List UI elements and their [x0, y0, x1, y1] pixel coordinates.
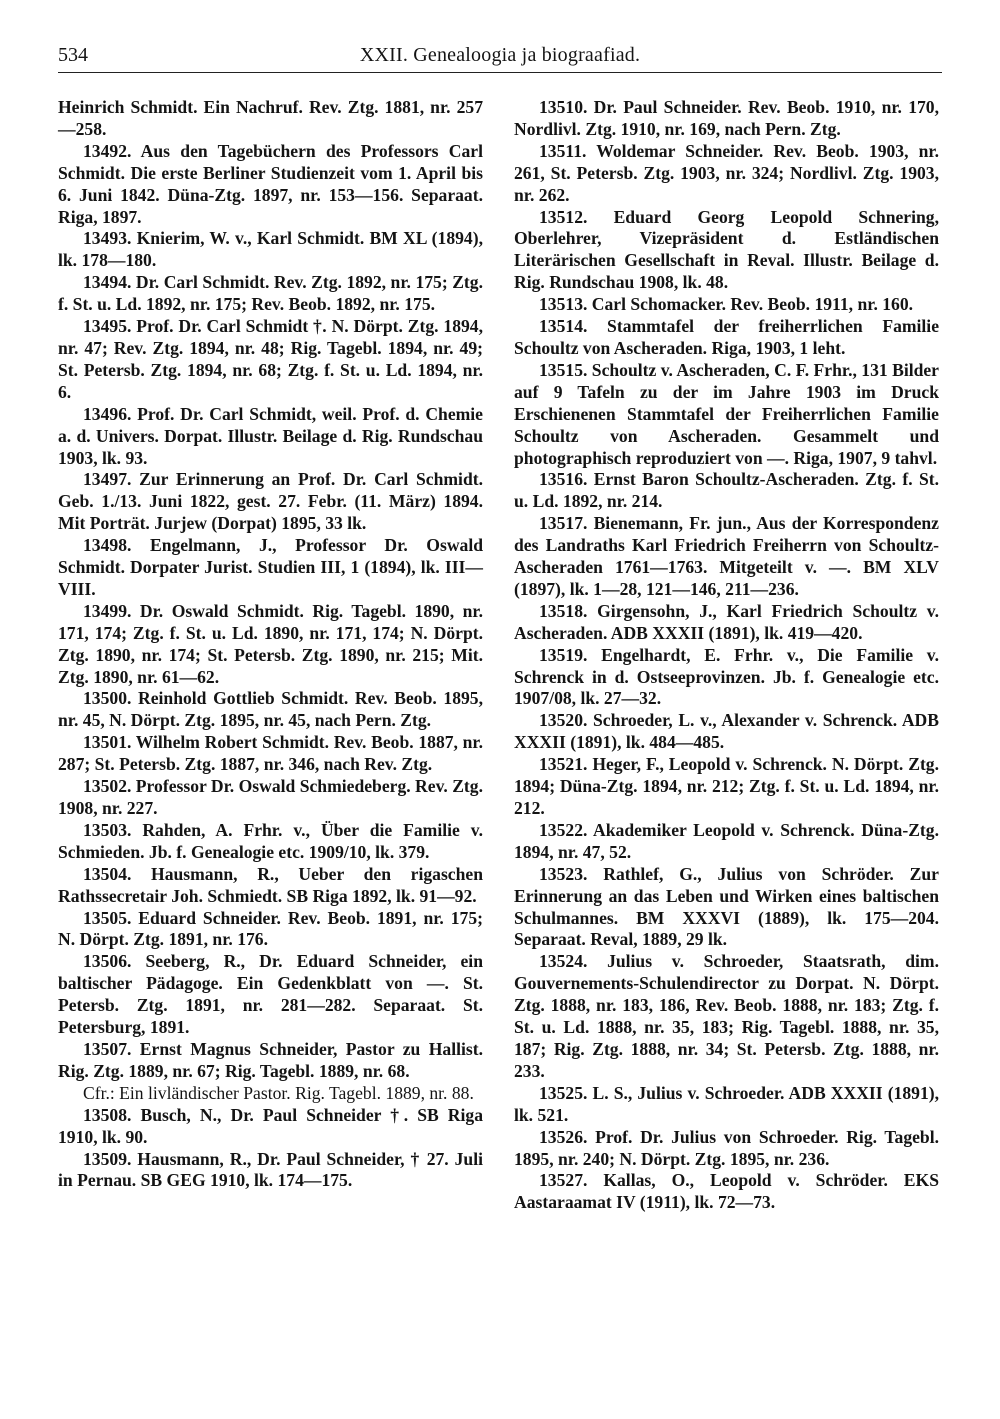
header-rule: [58, 72, 942, 73]
bibliography-entry: 13502. Professor Dr. Oswald Schmiedeberg. Rev. Ztg. 1908, nr. 227.: [58, 776, 483, 818]
bibliography-entry: 13510. Dr. Paul Schneider. Rev. Beob. 1910, nr. 170, Nordlivl. Ztg. 1910, nr. 169, nach Pern. Ztg.: [514, 97, 939, 139]
bibliography-entry: 13512. Eduard Georg Leopold Schnering, Oberlehrer, Vizepräsident d. Estländischen Literärischen Gesellschaft in Reval. Illustr. Beilage d. Rig. Rundschau 1908, lk. 48.: [514, 206, 939, 293]
bibliography-entry: 13519. Engelhardt, E. Frhr. v., Die Familie v. Schrenck in d. Ostseeprovinzen. Jb. f. Genealogie etc. 1907/08, lk. 27—32.: [514, 644, 939, 709]
bibliography-entry: 13511. Woldemar Schneider. Rev. Beob. 1903, nr. 261, St. Petersb. Ztg. 1903, nr. 324; Nordlivl. Ztg. 1903, nr. 262.: [514, 140, 939, 205]
bibliography-entry: 13498. Engelmann, J., Professor Dr. Oswald Schmidt. Dorpater Jurist. Studien III, 1 (1894), lk. III—VIII.: [58, 535, 483, 599]
left-column: [58, 97, 483, 1192]
bibliography-entry: 13517. Bienemann, Fr. jun., Aus der Korrespondenz des Landraths Karl Friedrich Freiherrn von Schoultz-Ascheraden 1761—1763. Mitgeteilt v. —. BM XLV (1897), lk. 1—28, 121—146, 211—236.: [514, 513, 939, 599]
bibliography-entry: 13520. Schroeder, L. v., Alexander v. Schrenck. ADB XXXII (1891), lk. 484—485.: [514, 710, 939, 753]
bibliography-entry: 13516. Ernst Baron Schoultz-Ascheraden. Ztg. f. St. u. Ld. 1892, nr. 214.: [514, 469, 939, 512]
bibliography-entry: 13507. Ernst Magnus Schneider, Pastor zu Hallist. Rig. Ztg. 1889, nr. 67; Rig. Tagebl. 1889, nr. 68.: [58, 1038, 483, 1081]
right-column: [514, 97, 939, 1214]
page-number: 534: [58, 44, 88, 66]
bibliography-entry: 13518. Girgensohn, J., Karl Friedrich Schoultz v. Ascheraden. ADB XXXII (1891), lk. 419—420.: [514, 600, 939, 643]
bibliography-entry: 13495. Prof. Dr. Carl Schmidt †. N. Dörpt. Ztg. 1894, nr. 47; Rev. Ztg. 1894, nr. 48; Rig. Tagebl. 1894, nr. 49; St. Petersb. Ztg. 1894, nr. 68; Ztg. f. St. u. Ld. 1894, nr. 6.: [58, 316, 483, 402]
bibliography-entry: 13505. Eduard Schneider. Rev. Beob. 1891, nr. 175; N. Dörpt. Ztg. 1891, nr. 176.: [58, 907, 483, 950]
bibliography-entry: 13524. Julius v. Schroeder, Staatsrath, dim. Gouvernements-Schulendirector zu Dorpat. N. Dörpt. Ztg. 1888, nr. 183, 186, Rev. Beob. 1888, nr. 183; Ztg. f. St. u. Ld. 1888, nr. 35, 183; Rig. Tagebl. 1888, nr. 35, 187; Rig. Ztg. 1888, nr. 34; St. Petersb. Ztg. 1888, nr. 233.: [514, 951, 939, 1081]
bibliography-entry: Cfr.: Ein livländischer Pastor. Rig. Tagebl. 1889, nr. 88.: [83, 1082, 474, 1103]
bibliography-entry: 13503. Rahden, A. Frhr. v., Über die Familie v. Schmieden. Jb. f. Genealogie etc. 1909/10, lk. 379.: [58, 819, 483, 862]
bibliography-entry: 13501. Wilhelm Robert Schmidt. Rev. Beob. 1887, nr. 287; St. Petersb. Ztg. 1887, nr. 346, nach Rev. Ztg.: [58, 732, 483, 775]
page-header: [58, 44, 942, 74]
bibliography-entry: 13496. Prof. Dr. Carl Schmidt, weil. Prof. d. Chemie a. d. Univers. Dorpat. Illustr. Beilage d. Rig. Rundschau 1903, lk. 93.: [58, 403, 483, 468]
bibliography-entry: 13527. Kallas, O., Leopold v. Schröder. EKS Aastaraamat IV (1911), lk. 72—73.: [514, 1170, 939, 1213]
bibliography-entry: 13513. Carl Schomacker. Rev. Beob. 1911, nr. 160.: [539, 294, 914, 315]
running-title: XXII. Genealoogia ja biograafiad.: [359, 44, 641, 66]
bibliography-entry: 13509. Hausmann, R., Dr. Paul Schneider, † 27. Juli in Pernau. SB GEG 1910, lk. 174—175.: [58, 1148, 483, 1191]
bibliography-entry: 13526. Prof. Dr. Julius von Schroeder. Rig. Tagebl. 1895, nr. 240; N. Dörpt. Ztg. 1895, nr. 236.: [514, 1126, 939, 1169]
bibliography-entry: 13504. Hausmann, R., Ueber den rigaschen Rathssecretair Joh. Schmiedt. SB Riga 1892, lk. 91—92.: [58, 863, 483, 906]
bibliography-entry: Heinrich Schmidt. Ein Nachruf. Rev. Ztg. 1881, nr. 257—258.: [58, 97, 483, 139]
bibliography-entry: 13521. Heger, F., Leopold v. Schrenck. N. Dörpt. Ztg. 1894; Düna-Ztg. 1894, nr. 212; Ztg. f. St. u. Ld. 1894, nr. 212.: [514, 754, 939, 818]
bibliography-entry: 13515. Schoultz v. Ascheraden, C. F. Frhr., 131 Bilder auf 9 Tafeln zu der im Jahre 1903 im Druck Erschienenen Stammtafel der Freiherrlichen Familie Schoultz von Ascheraden. Gesammelt und photographisch reproduziert von —. Riga, 1907, 9 tahvl.: [514, 359, 939, 468]
bibliography-entry: 13525. L. S., Julius v. Schroeder. ADB XXXII (1891), lk. 521.: [514, 1082, 939, 1125]
bibliography-entry: 13492. Aus den Tagebüchern des Professors Carl Schmidt. Die erste Berliner Studienzeit vom 1. April bis 6. Juni 1842. Düna-Ztg. 1897, nr. 153—156. Separaat. Riga, 1897.: [58, 140, 483, 227]
bibliography-entry: 13508. Busch, N., Dr. Paul Schneider †. SB Riga 1910, lk. 90.: [58, 1104, 483, 1147]
bibliography-entry: 13522. Akademiker Leopold v. Schrenck. Düna-Ztg. 1894, nr. 47, 52.: [514, 819, 939, 862]
bibliography-entry: 13493. Knierim, W. v., Karl Schmidt. BM XL (1894), lk. 178—180.: [58, 228, 483, 271]
bibliography-entry: 13499. Dr. Oswald Schmidt. Rig. Tagebl. 1890, nr. 171, 174; Ztg. f. St. u. Ld. 1890, nr. 171, 174; N. Dörpt. Ztg. 1890, nr. 174; St. Petersb. Ztg. 1890, nr. 215; Mit. Ztg. 1890, nr. 61—62.: [58, 600, 483, 687]
bibliography-entry: 13506. Seeberg, R., Dr. Eduard Schneider, ein baltischer Pädagoge. Ein Gedenkblatt von —. St. Petersb. Ztg. 1891, nr. 281—282. Separaat. St. Petersburg, 1891.: [58, 951, 483, 1038]
bibliography-entry: 13514. Stammtafel der freiherrlichen Familie Schoultz von Ascheraden. Riga, 1903, 1 leht.: [514, 316, 939, 358]
bibliography-entry: 13500. Reinhold Gottlieb Schmidt. Rev. Beob. 1895, nr. 45, N. Dörpt. Ztg. 1895, nr. 45, nach Pern. Ztg.: [58, 688, 483, 731]
bibliography-entry: 13497. Zur Erinnerung an Prof. Dr. Carl Schmidt. Geb. 1./13. Juni 1822, gest. 27. Febr. (11. März) 1894. Mit Porträt. Jurjew (Dorpat) 1895, 33 lk.: [58, 469, 483, 534]
bibliography-entry: 13523. Rathlef, G., Julius von Schröder. Zur Erinnerung an das Leben und Wirken eines baltischen Schulmannes. BM XXXVI (1889), lk. 175—204. Separaat. Reval, 1889, 29 lk.: [514, 863, 939, 950]
bibliography-entry: 13494. Dr. Carl Schmidt. Rev. Ztg. 1892, nr. 175; Ztg. f. St. u. Ld. 1892, nr. 175; Rev. Beob. 1892, nr. 175.: [58, 272, 483, 315]
